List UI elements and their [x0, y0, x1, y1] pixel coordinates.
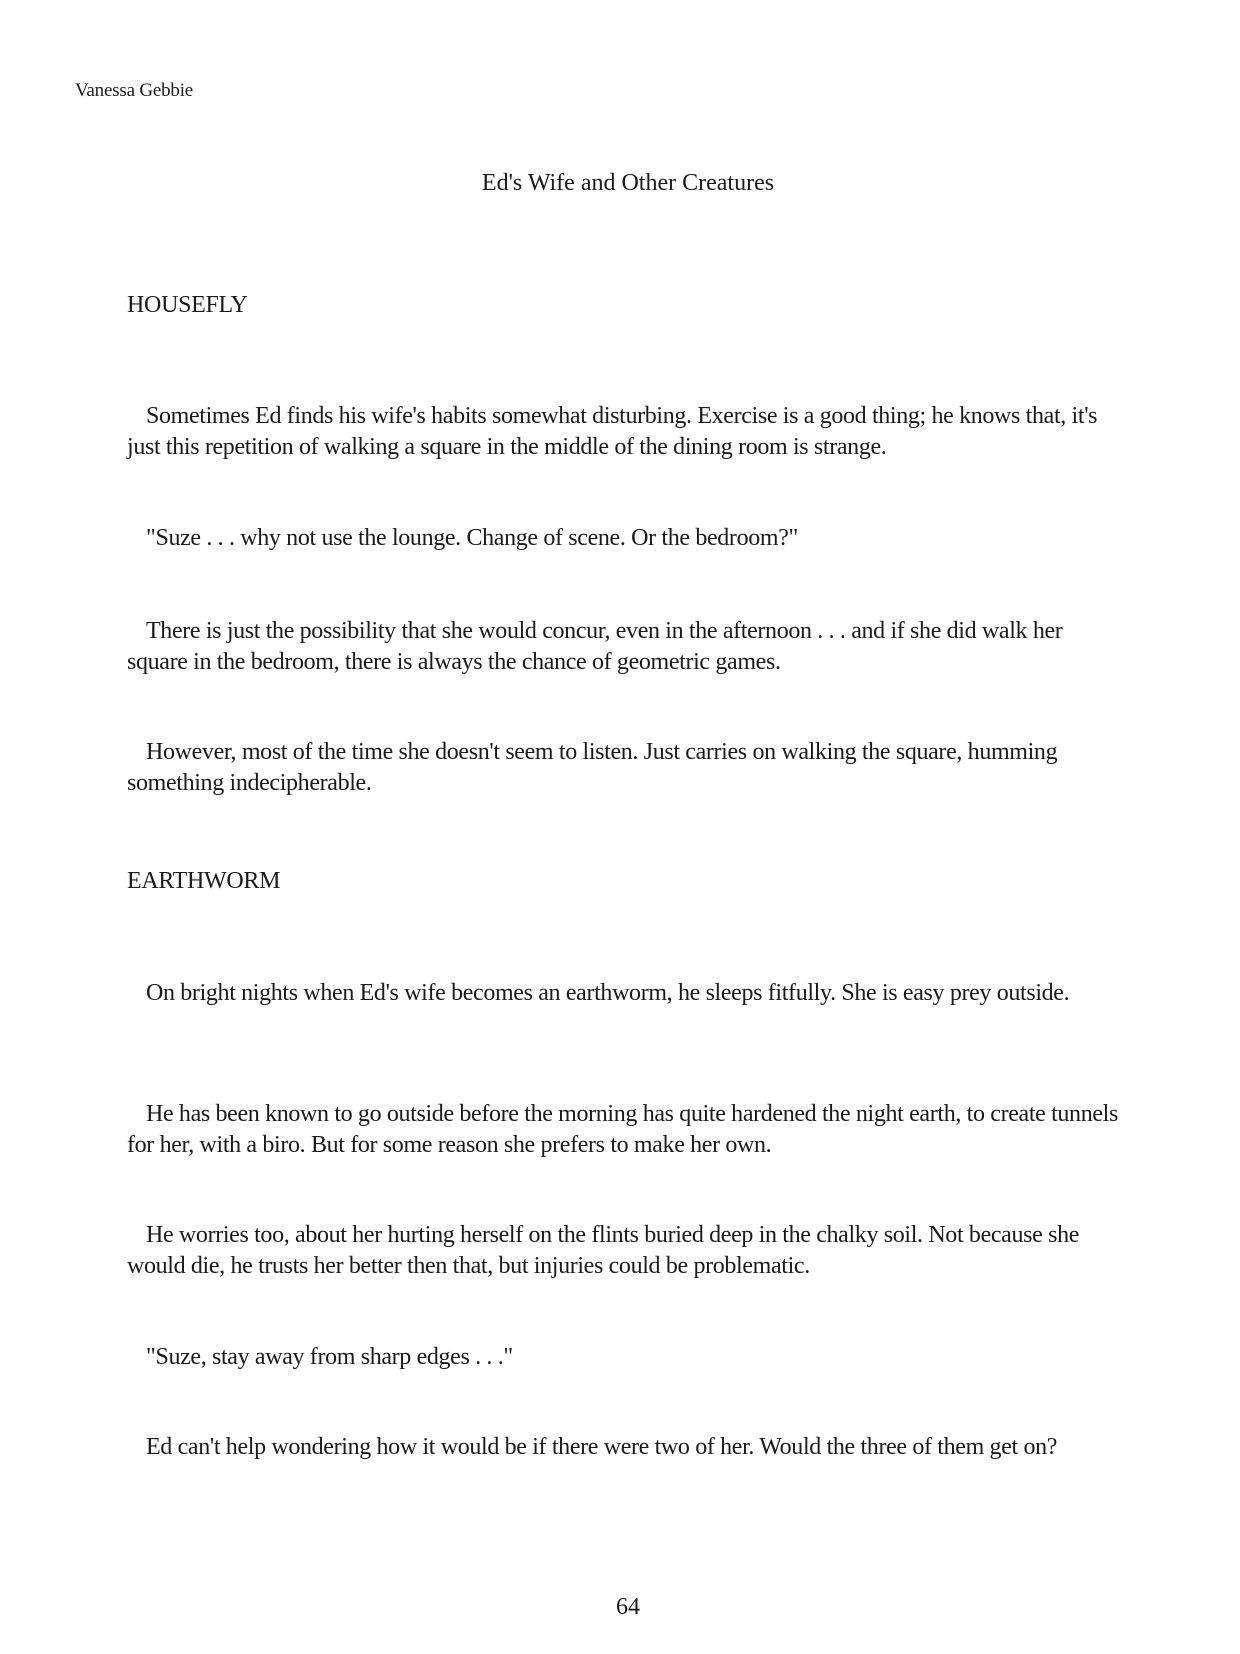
paragraph: Ed can't help wondering how it would be if there were two of her. Would the three of them get on?: [146, 1434, 1058, 1460]
running-header-author: Vanessa Gebbie: [75, 80, 194, 101]
section-heading-housefly: HOUSEFLY: [127, 292, 248, 318]
paragraph: There is just the possibility that she would concur, even in the afternoon . . . and if she did walk her square in the bedroom, there is always the chance of geometric games.: [127, 618, 1063, 675]
page-number: 64: [616, 1594, 640, 1620]
paragraph: He has been known to go outside before the morning has quite hardened the night earth, to create tunnels for her, with a biro. But for some reason she prefers to make her own.: [127, 1101, 1118, 1158]
story-title: Ed's Wife and Other Creatures: [481, 170, 775, 196]
paragraph: On bright nights when Ed's wife becomes an earthworm, he sleeps fitfully. She is easy prey outside.: [146, 980, 1070, 1006]
paragraph: "Suze . . . why not use the lounge. Change of scene. Or the bedroom?": [146, 525, 798, 551]
section-heading-earthworm: EARTHWORM: [127, 868, 281, 894]
paragraph: He worries too, about her hurting herself on the flints buried deep in the chalky soil. Not because she would die, he trusts her better then that, but injuries could be problematic.: [127, 1222, 1080, 1279]
paragraph: However, most of the time she doesn't seem to listen. Just carries on walking the square, humming something indecipherable.: [127, 739, 1058, 796]
paragraph: Sometimes Ed finds his wife's habits somewhat disturbing. Exercise is a good thing; he knows that, it's just this repetition of walking a square in the middle of the dining room is strange.: [127, 403, 1098, 460]
paragraph: "Suze, stay away from sharp edges . . .": [146, 1344, 513, 1370]
